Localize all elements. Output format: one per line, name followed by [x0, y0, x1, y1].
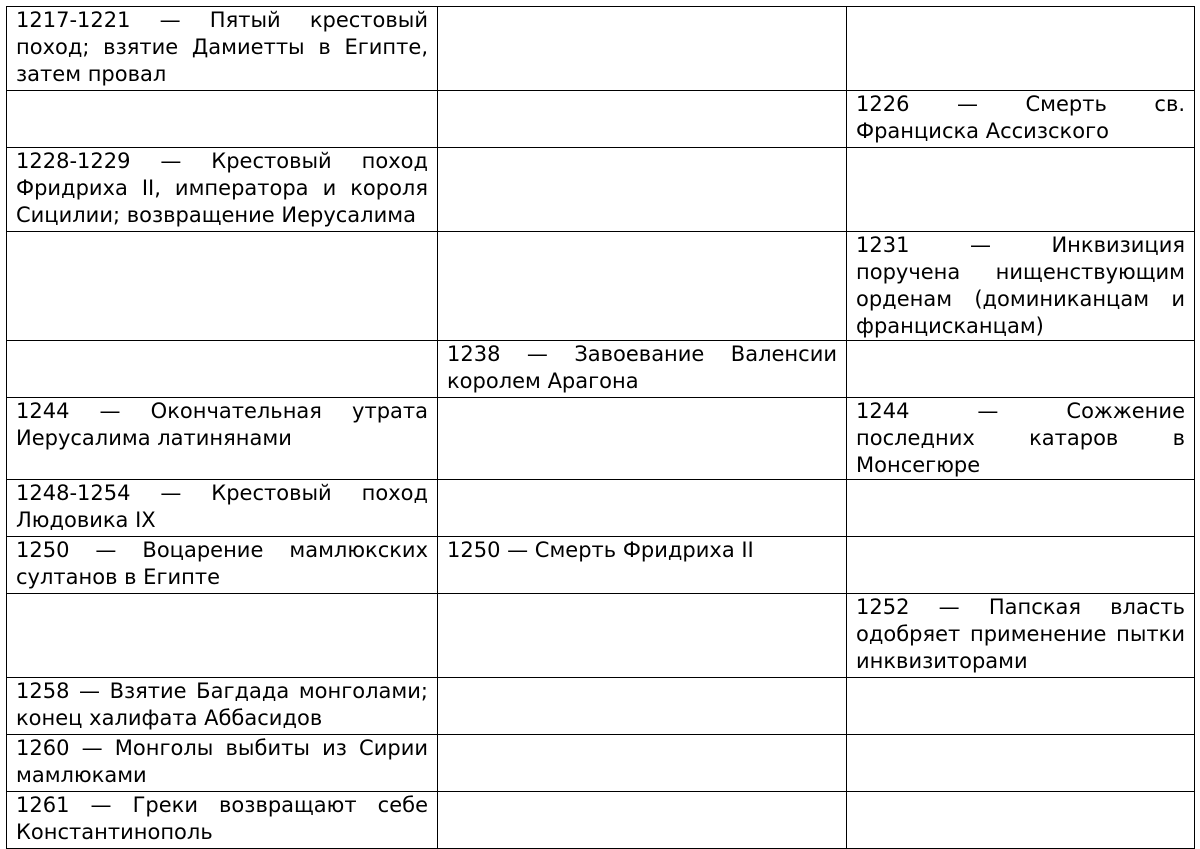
table-row — [7, 792, 1195, 849]
table-cell: 1252 — Папская власть одобряет применение пытки инквизиторами — [847, 594, 1195, 678]
table-cell — [7, 594, 438, 678]
table-cell — [438, 232, 847, 341]
timeline-table — [6, 6, 1195, 849]
table-cell: 1250 — Воцарение мамлюкских султанов в Египте — [7, 537, 438, 594]
table-row — [7, 91, 1195, 148]
table-cell: 1226 — Смерть св. Франциска Ассизского — [847, 91, 1195, 148]
table-cell: 1261 — Греки возвращают себе Константинополь — [7, 792, 438, 849]
table-cell — [438, 398, 847, 480]
table-row — [7, 537, 1195, 594]
table-cell — [438, 148, 847, 232]
table-cell — [847, 480, 1195, 537]
table-cell — [438, 480, 847, 537]
table-cell — [7, 232, 438, 341]
table-row — [7, 341, 1195, 398]
table-row — [7, 594, 1195, 678]
table-cell: 1231 — Инквизиция поручена нищенствующим орденам (доминиканцам и францисканцам) — [847, 232, 1195, 341]
table-row — [7, 7, 1195, 91]
table-cell: 1250 — Смерть Фридриха II — [438, 537, 847, 594]
table-cell: 1238 — Завоевание Валенсии королем Арагона — [438, 341, 847, 398]
table-cell: 1260 — Монголы выбиты из Сирии мамлюками — [7, 735, 438, 792]
table-cell: 1228-1229 — Крестовый поход Фридриха II, императора и короля Сицилии; возвращение Иерусалима — [7, 148, 438, 232]
table-row — [7, 232, 1195, 341]
table-cell — [438, 7, 847, 91]
table-cell — [7, 341, 438, 398]
table-cell: 1244 — Сожжение последних катаров в Монсегюре — [847, 398, 1195, 480]
table-cell — [847, 537, 1195, 594]
table-row — [7, 678, 1195, 735]
table-cell: 1248-1254 — Крестовый поход Людовика IX — [7, 480, 438, 537]
table-row — [7, 398, 1195, 480]
table-cell — [847, 735, 1195, 792]
table-cell — [438, 792, 847, 849]
table-cell — [847, 792, 1195, 849]
table-cell — [847, 7, 1195, 91]
table-cell: 1217-1221 — Пятый крестовый поход; взятие Дамиетты в Египте, затем провал — [7, 7, 438, 91]
table-cell — [438, 678, 847, 735]
table-row — [7, 480, 1195, 537]
table-cell — [847, 341, 1195, 398]
table-cell — [438, 735, 847, 792]
table-cell — [438, 91, 847, 148]
table-row — [7, 148, 1195, 232]
table-cell — [847, 148, 1195, 232]
table-cell: 1244 — Окончательная утрата Иерусалима латинянами — [7, 398, 438, 480]
table-row — [7, 735, 1195, 792]
table-cell — [847, 678, 1195, 735]
table-cell — [7, 91, 438, 148]
table-cell — [438, 594, 847, 678]
table-cell: 1258 — Взятие Багдада монголами; конец халифата Аббасидов — [7, 678, 438, 735]
timeline-body — [7, 7, 1195, 849]
